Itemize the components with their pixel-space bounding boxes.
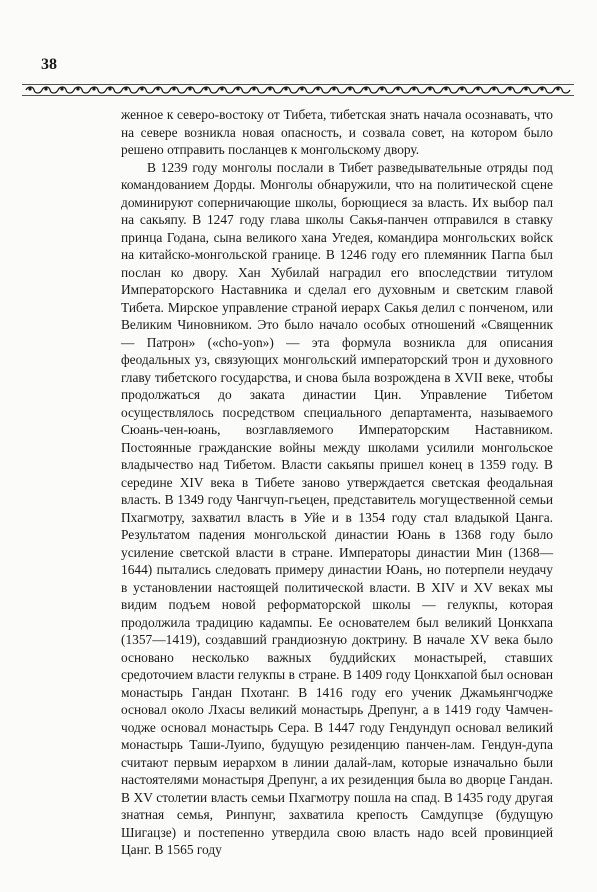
main-text (121, 106, 553, 859)
decorative-border-icon (22, 83, 574, 97)
paragraph-mongols-1239: В 1239 году монголы послали в Тибет разведывательные отряды под командованием Дорды. Монголы обнаружили, что на политической сцене доминируют соперничающие школы, борющиеся за власть. Их выбор пал на сакьяпу. В 1247 году глава школы Сакья-панчен отправился в ставку принца Годана, сына великого хана Угедея, командира монгольских войск на китайско-монгольской границе. В 1246 году его племянник Пагпа был послан ко двору. Хан Хубилай наградил его впоследствии титулом Императорского Наставника и сделал его духовным и светским главой Тибета. Мирское управление страной иерарх Сакья делил с понченом, или Великим Чиновником. Это было начало особых отношений «Священник — Патрон» («cho-yon») — эта формула возникла для описания феодальных уз, связующих монгольский императорский трон и духовного главу тибетского государства, и снова была возрождена в XVII веке, чтобы продолжаться до заката династии Цин. Управление Тибетом осуществлялось посредством специального департамента, называемого Сюань-чен-юань, возглавляемого Императорским Наставником. Постоянные гражданские войны между школами усилили монгольское владычество над Тибетом. Власти сакьяпы пришел конец в 1359 году. В середине XIV века в Тибете заново утверждается светская феодальная власть. В 1349 году Чангчуп-гьецен, представитель могущественной семьи Пхагмотру, захватил власть в Уйе и в 1354 году стал владыкой Цанга. Результатом падения монгольской династии Юань в 1368 году было усиление светской власти в стране. Императоры династии Мин (1368—1644) пытались следовать примеру династии Юань, но потерпели неудачу в установлении настоящей политической власти. В XIV и XV веках мы видим подъем новой реформаторской школы — гелукпы, которая продолжила традицию кадампы. Ее основателем был великий Цонкхапа (1357—1419), создавший грандиозную доктрину. В начале XV века было основано несколько важных буддийских монастырей, ставших средоточием власти гелукпы в стране. В 1409 году Цонкхапой был основан монастырь Гандан Пхотанг. В 1416 году его ученик Джамьянгчодже основал около Лхасы великий монастырь Дрепунг, а в 1419 году Чамчен-чодже основал монастырь Сера. В 1447 году Гендундуп основал великий монастырь Таши-Луипо, будущую резиденцию панчен-лам. Гендун-дупа считают первым иерархом в линии далай-лам, которые изначально были настоятелями монастыря Дрепунг, а их резиденция была во дворце Гандан. В XV столетии власть семьи Пхагмотру пошла на спад. В 1435 году другая знатная семья, Ринпунг, захватила крепость Самдупцзе (будущую Шигацзе) и постепенно утвердила свою власть надо всей провинцией Цанг. В 1565 году (121, 159, 553, 857)
paragraph-continued: женное к северо-востоку от Тибета, тибетская знать начала осознавать, что на севере возникла новая опасность, и созвала совет, на котором было решено отправить посланцев к монгольскому двору. (121, 107, 553, 157)
page-number: 38 (41, 56, 57, 73)
